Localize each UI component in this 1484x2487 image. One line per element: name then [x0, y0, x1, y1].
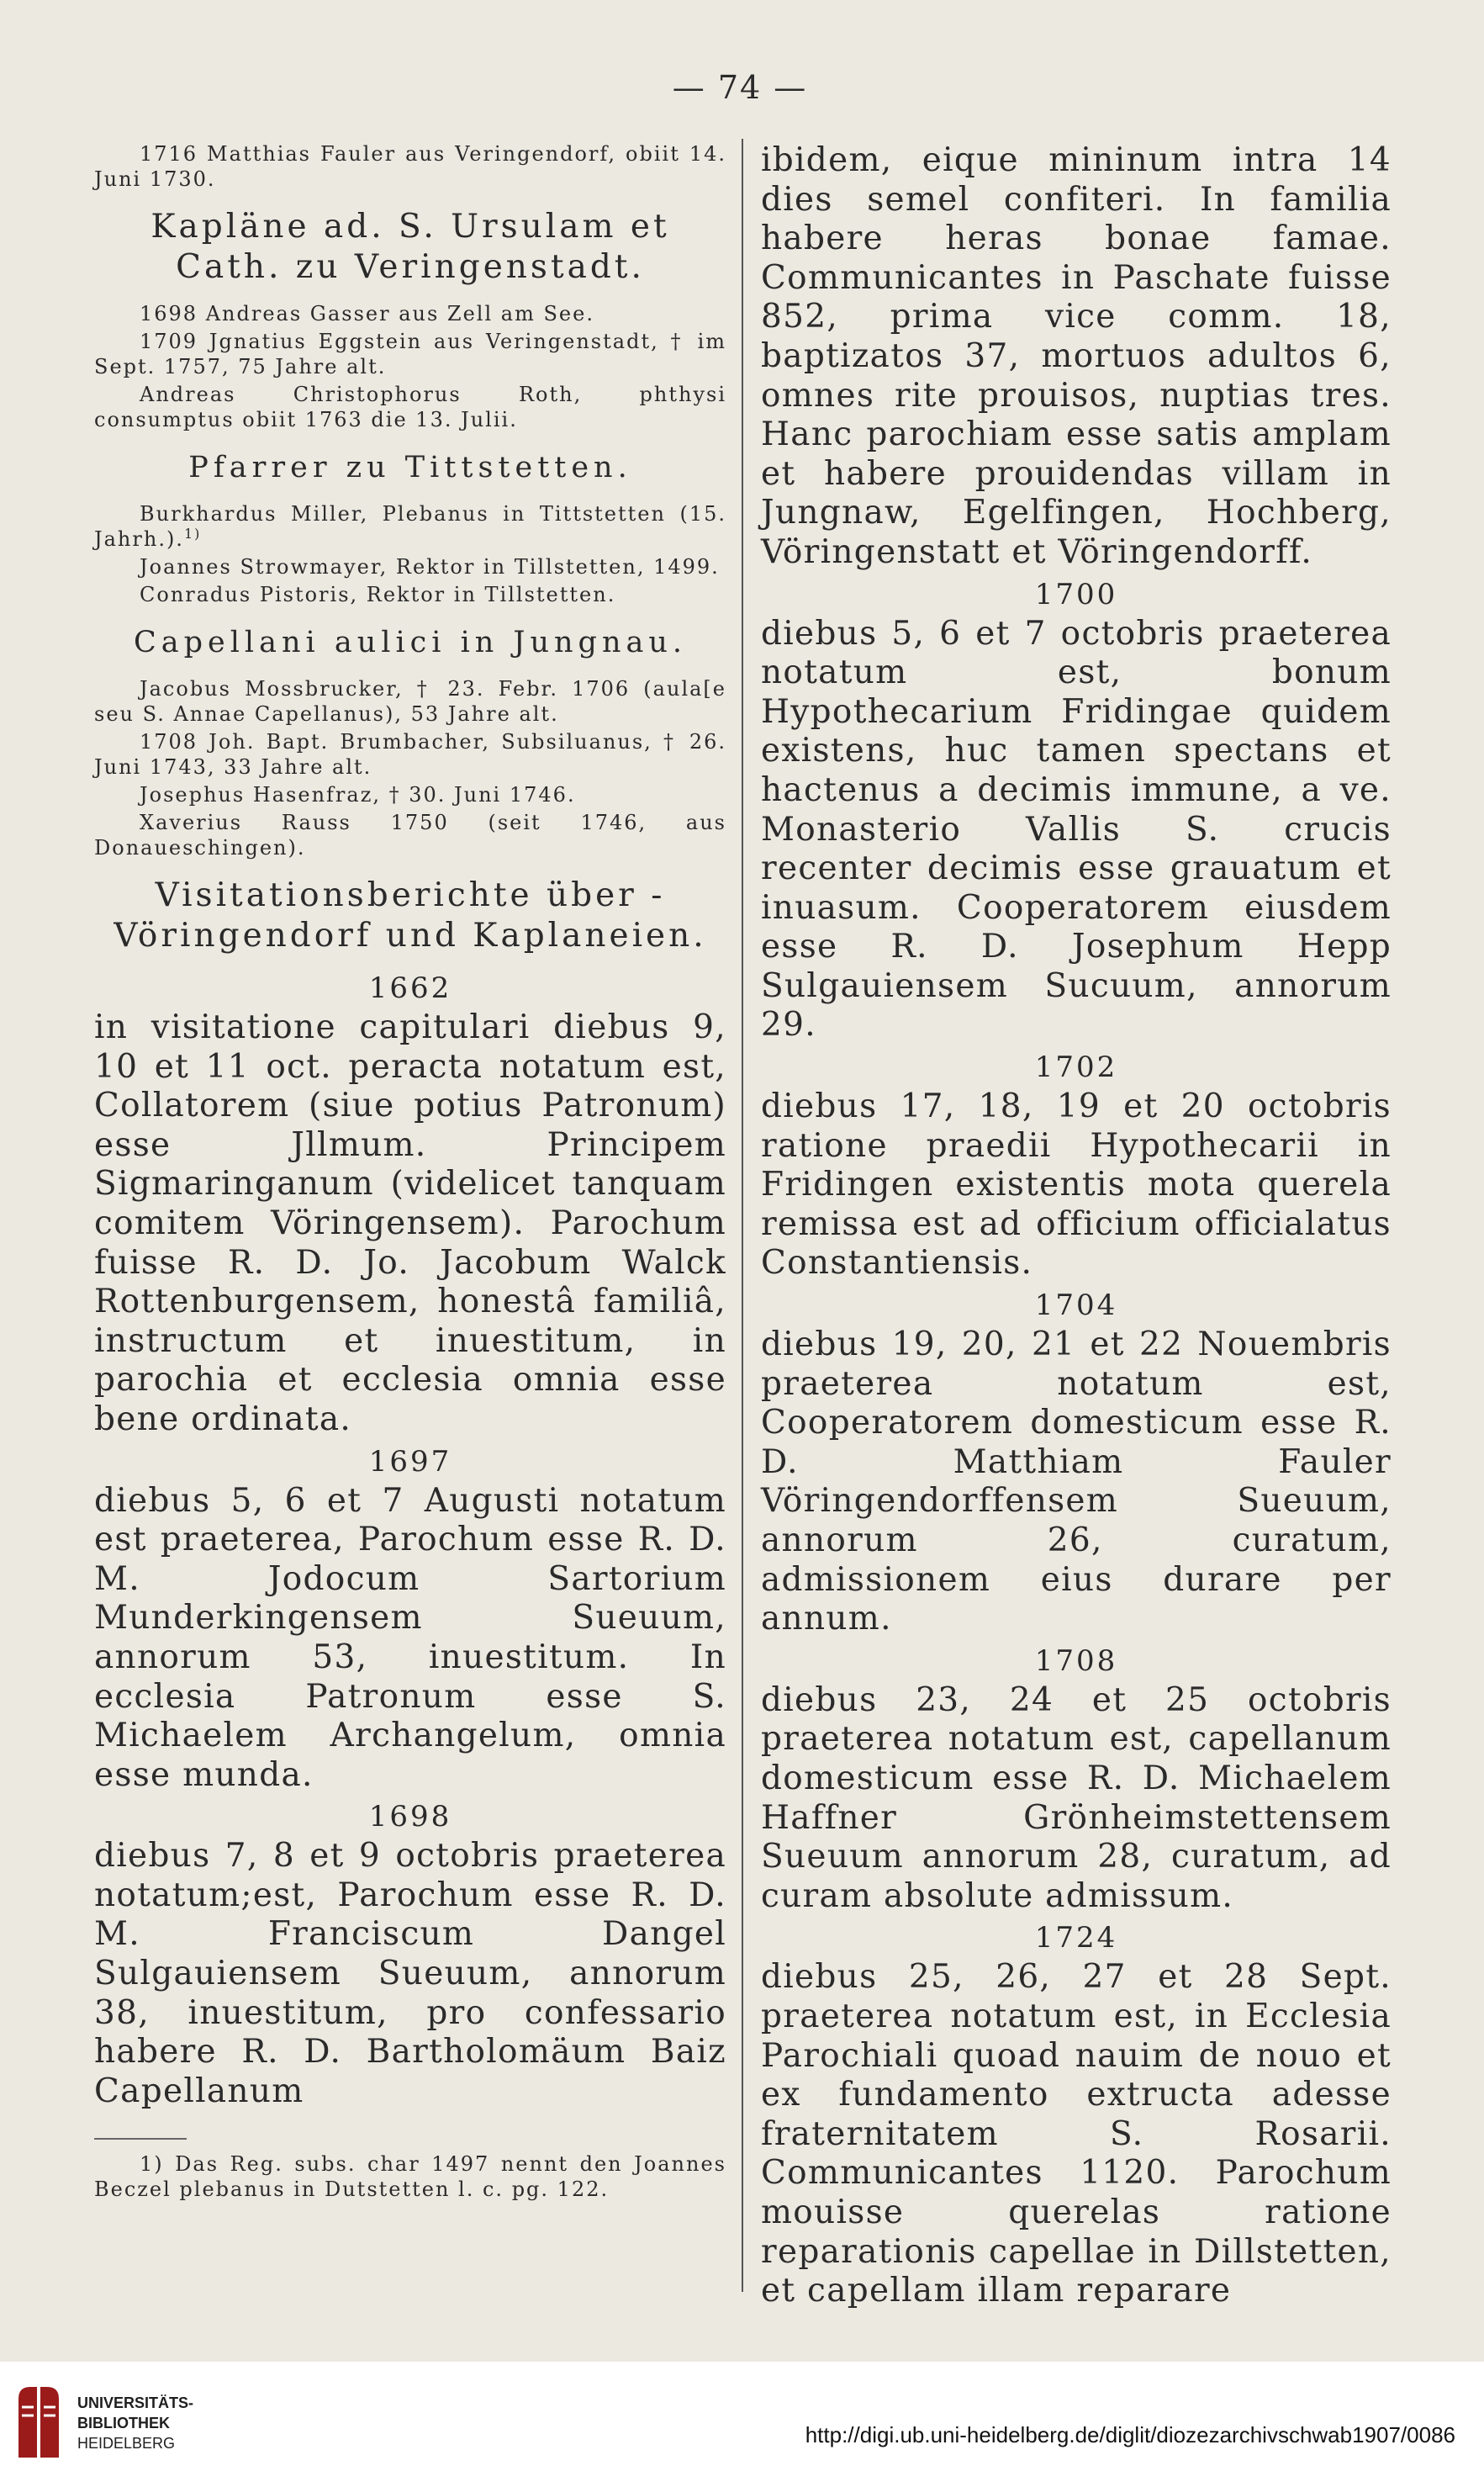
entry-gasser: 1698 Andreas Gasser aus Zell am See. — [140, 302, 594, 325]
page-number: — 74 — — [672, 69, 808, 106]
year-1708: 1708 — [1034, 1643, 1118, 1678]
entry-fauler: 1716 Matthias Fauler aus Veringendorf, obiit 14. Juni 1730. — [94, 142, 726, 191]
column-divider — [742, 139, 743, 2292]
paragraph-1724: diebus 25, 26, 27 et 28 Sept. praeterea notatum est, in Ecclesia Parochiali quoad nauim de nouo et ex fundamento extructa adesse fraternitatem S. Rosarii. Communicantes 1120. Parochum mouisse querelas ratione reparationis capellae in Dillstetten, et capellam illam reparare — [761, 1958, 1392, 2310]
footnote-rule — [94, 2138, 187, 2140]
heading-kaplaene: Kapläne ad. S. Ursulam et Cath. zu Veringenstadt. — [151, 208, 670, 286]
entry-mossbrucker: Jacobus Mossbrucker, † 23. Febr. 1706 (aula[e seu S. Annae Capellanus), 53 Jahre alt. — [94, 677, 726, 726]
year-1704: 1704 — [1034, 1288, 1118, 1323]
entry-miller — [94, 501, 726, 552]
heading-visitationsberichte: Visitationsberichte über - Vöringendorf und Kaplaneien. — [114, 876, 707, 955]
library-logo-icon — [12, 2382, 64, 2463]
heading-pfarrer: Pfarrer zu Tittstetten. — [188, 451, 632, 484]
paragraph-1708: diebus 23, 24 et 25 octobris praeterea notatum est, capellanum domesticum esse R. D. Michaelem Haffner Grönheimstettensem Sueuum annorum 28, curatum, ad curam absolute admissum. — [761, 1680, 1392, 1915]
institution-line-1: UNIVERSITÄTS- — [77, 2394, 194, 2411]
entry-hasenfraz: Josephus Hasenfraz, † 30. Juni 1746. — [140, 783, 576, 807]
heading-capellani: Capellani aulici in Jungnau. — [133, 626, 688, 659]
paragraph-1704: diebus 19, 20, 21 et 22 Nouembris praeterea notatum est, Cooperatorem domesticum esse R. D. Matthiam Fauler Vöringendorffensem Sueuum, annorum 26, curatum, admissionem eius durare per annum. — [761, 1326, 1392, 1638]
entry-strowmayer: Joannes Strowmayer, Rektor in Tillstetten, 1499. — [140, 555, 720, 579]
right-column — [761, 141, 1392, 2311]
institution-line-3: HEIDELBERG — [77, 2435, 176, 2452]
paragraph-1662: in visitatione capitulari diebus 9, 10 et 11 oct. peracta notatum est, Collatorem (siue potius Patronum) esse Jllmum. Principem Sigmaringanum (videlicet tanquam comitem Vöringensem). Parochum fuisse R. D. Jo. Jacobum Walck Rottenburgensem, honestâ familiâ, instructum et inuestitum, in parochia et ecclesia omnia esse bene ordinata. — [94, 1008, 726, 1438]
year-1662: 1662 — [368, 971, 452, 1005]
entry-rauss: Xaverius Rauss 1750 (seit 1746, aus Donaueschingen). — [94, 811, 726, 860]
year-1697: 1697 — [368, 1444, 452, 1479]
entry-miller-text: Burkhardus Miller, Plebanus in Tittstetten (15. Jahrh.). — [94, 502, 726, 551]
year-1702: 1702 — [1034, 1050, 1118, 1085]
year-1724: 1724 — [1034, 1921, 1118, 1955]
paragraph-1702: diebus 17, 18, 19 et 20 octobris ratione praedii Hypothecarii in Fridingen existentis mota querela remissa est ad officium officialatus Constantiensis. — [761, 1087, 1392, 1283]
institution-line-2: BIBLIOTHEK — [77, 2415, 170, 2431]
paragraph-1698: diebus 7, 8 et 9 octobris praeterea notatum;est, Parochum esse R. D. M. Franciscum Dangel Sulgauiensem Sueuum, annorum 38, inuestitum, pro confessario habere R. D. Bartholomäum Baiz Capellanum — [94, 1837, 726, 2110]
footnote-ref: 1) — [183, 526, 202, 542]
entry-roth: Andreas Christophorus Roth, phthysi consumptus obiit 1763 die 13. Julii. — [94, 383, 726, 431]
year-1700: 1700 — [1034, 577, 1118, 611]
source-url-link[interactable]: http://digi.ub.uni-heidelberg.de/diglit/diozezarchivschwab1907/0086 — [805, 2422, 1455, 2447]
paragraph-1700: diebus 5, 6 et 7 octobris praeterea notatum est, bonum Hypothecarium Fridingae quidem existens, huc tamen spectans et hactenus a decimis immune, a ve. Monasterio Vallis S. crucis recenter decimis esse grauatum et inuasum. Cooperatorem eiusdem esse R. D. Josephum Hepp Sulgauiensem Sucuum, annorum 29. — [761, 614, 1392, 1045]
entry-eggstein: 1709 Jgnatius Eggstein aus Veringenstadt, † im Sept. 1757, 75 Jahre alt. — [94, 330, 726, 378]
paragraph-1698-continued: ibidem, eique mininum intra 14 dies semel confiteri. In familia habere heras bonae famae. Communicantes in Paschate fuisse 852, prima vice comm. 18, baptizatos 37, mortuos adultos 6, omnes rite prouisos, nuptias tres. Hanc parochiam esse satis amplam et habere prouidendas villam in Jungnaw, Egelfingen, Hochberg, Vöringenstatt et Vöringendorff. — [761, 141, 1392, 571]
year-1698: 1698 — [368, 1800, 452, 1834]
footnote: 1) Das Reg. subs. char 1497 nennt den Joannes Beczel plebanus in Dutstetten l. c. pg. 122. — [94, 2152, 726, 2202]
entry-pistoris: Conradus Pistoris, Rektor in Tillstetten. — [140, 583, 616, 606]
paragraph-1697: diebus 5, 6 et 7 Augusti notatum est praeterea, Parochum esse R. D. M. Jodocum Sartorium Munderkingensem Sueuum, annorum 53, inuestitum. In ecclesia Patronum esse S. Michaelem Archangelum, omnia esse munda. — [94, 1481, 726, 1794]
institution-name — [77, 2393, 296, 2453]
entry-brumbacher: 1708 Joh. Bapt. Brumbacher, Subsiluanus, † 26. Juni 1743, 33 Jahre alt. — [94, 730, 726, 779]
left-column — [94, 141, 726, 2202]
